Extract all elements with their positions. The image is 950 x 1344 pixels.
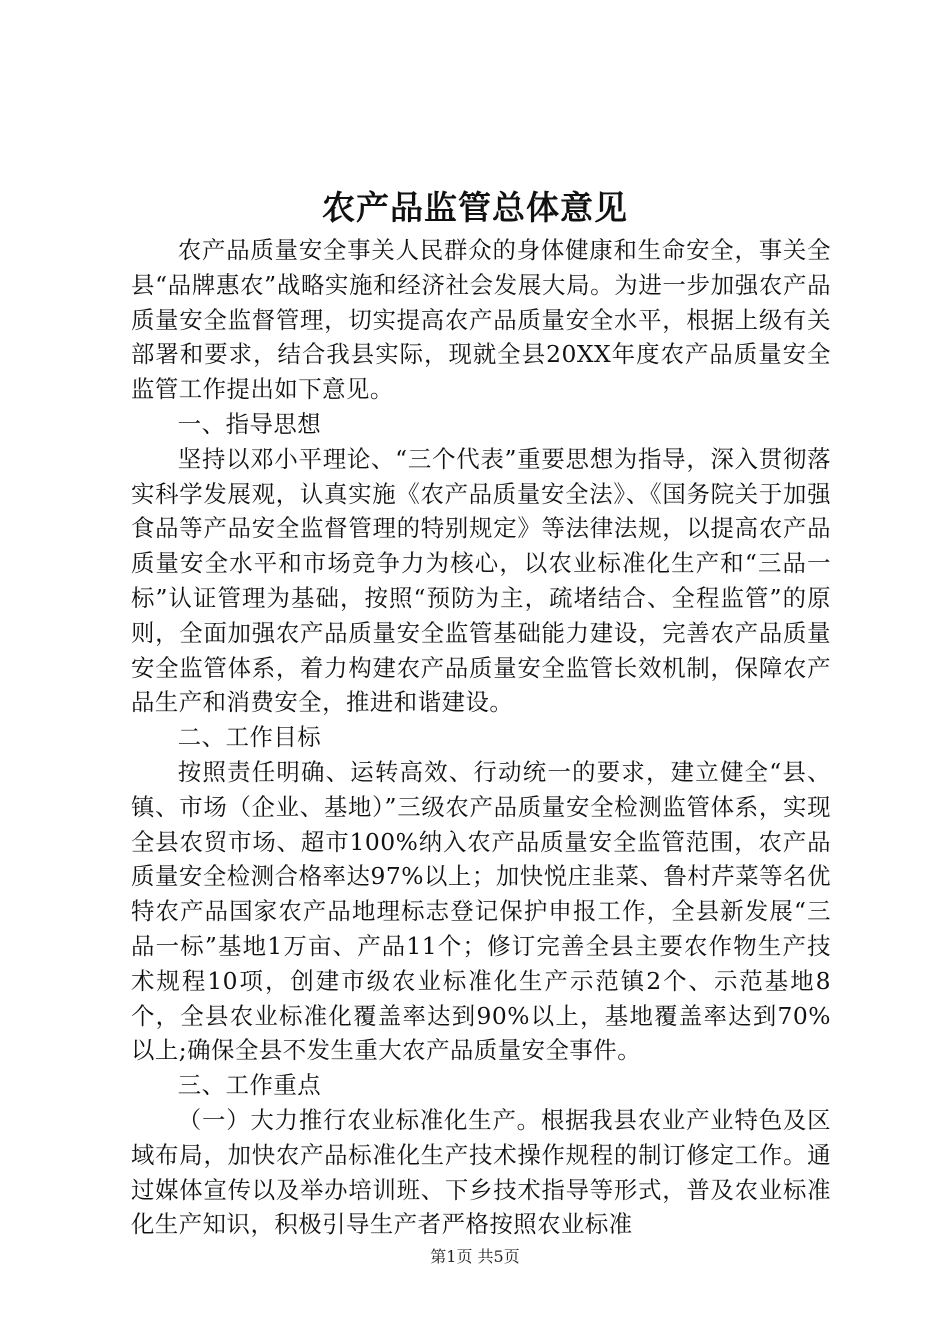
section-heading-work-goals: 二、工作目标 [177, 723, 322, 752]
section-heading-guiding-thought: 一、指导思想 [177, 409, 322, 438]
document-body [131, 233, 831, 1242]
page-number: 第1页 共5页 [430, 1247, 520, 1266]
paragraph-work-focus-1: （一）大力推行农业标准化生产。根据我县农业产业特色及区域布局，加快农产品标准化生产技术操作规程的制订修定工作。通过媒体宣传以及举办培训班、下乡技术指导等形式，普及农业标准化生产知识，积极引导生产者严格按照农业标准 [131, 1105, 831, 1239]
paragraph-intro: 农产品质量安全事关人民群众的身体健康和生命安全，事关全县“品牌惠农”战略实施和经济社会发展大局。为进一步加强农产品质量安全监督管理，切实提高农产品质量安全水平，根据上级有关部署和要求，结合我县实际，现就全县20XX年度农产品质量安全监管工作提出如下意见。 [131, 236, 831, 404]
section-heading-work-focus: 三、工作重点 [177, 1071, 322, 1100]
paragraph-guiding-thought: 坚持以邓小平理论、“三个代表”重要思想为指导，深入贯彻落实科学发展观，认真实施《农产品质量安全法》、《国务院关于加强食品等产品安全监督管理的特别规定》等法律法规，以提高农产品质量安全水平和市场竞争力为核心，以农业标准化生产和“三品一标”认证管理为基础，按照“预防为主，疏堵结合、全程监管”的原则，全面加强农产品质量安全监管基础能力建设，完善农产品质量安全监管体系，着力构建农产品质量安全监管长效机制，保障农产品生产和消费安全，推进和谐建设。 [131, 444, 831, 717]
document-title: 农产品监管总体意见 [322, 188, 628, 227]
paragraph-work-goals: 按照责任明确、运转高效、行动统一的要求，建立健全“县、镇、市场（企业、基地）”三级农产品质量安全检测监管体系，实现全县农贸市场、超市100%纳入农产品质量安全监管范围，农产品质量安全检测合格率达97%以上；加快悦庄韭菜、鲁村芹菜等名优特农产品国家农产品地理标志登记保护申报工作，全县新发展“三品一标”基地1万亩、产品11个；修订完善全县主要农作物生产技术规程10项，创建市级农业标准化生产示范镇2个、示范基地8个，全县农业标准化覆盖率达到90%以上，基地覆盖率达到70%以上;确保全县不发生重大农产品质量安全事件。 [131, 757, 831, 1065]
